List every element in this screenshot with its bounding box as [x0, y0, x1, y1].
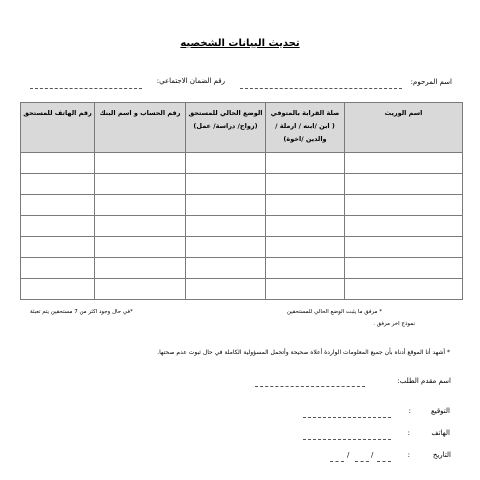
signature-label: التوقيع [431, 407, 450, 415]
table-cell[interactable] [21, 153, 95, 174]
table-cell[interactable] [95, 237, 186, 258]
deceased-name-field[interactable] [240, 88, 402, 89]
date-label: التاريخ [432, 451, 451, 459]
table-row [21, 258, 463, 279]
table-cell[interactable] [266, 153, 345, 174]
table-cell[interactable] [186, 153, 266, 174]
table-cell[interactable] [95, 174, 186, 195]
table-row [21, 216, 463, 237]
table-cell[interactable] [345, 216, 463, 237]
table-cell[interactable] [345, 279, 463, 300]
column-header: رقم الهاتف للمستحق [21, 103, 95, 153]
column-header: الوضع الحالي للمستحق (زواج/ دراسة/ عمل) [186, 103, 266, 153]
heirs-table [20, 102, 463, 300]
table-cell[interactable] [21, 174, 95, 195]
ssn-label: رقم الضمان الاجتماعي: [156, 77, 225, 85]
column-header: صلة القرابة بالمتوفي ( ابن /ابنه / ارملة / والدين /اخوة) [266, 103, 345, 153]
table-cell[interactable] [266, 258, 345, 279]
table-body [21, 153, 463, 300]
date-separator: / [371, 451, 374, 459]
table-cell[interactable] [21, 279, 95, 300]
ssn-field[interactable] [30, 88, 142, 89]
signature-colon: : [408, 407, 411, 415]
applicant-name-label: اسم مقدم الطلب: [397, 377, 451, 385]
table-cell[interactable] [95, 216, 186, 237]
table-cell[interactable] [95, 153, 186, 174]
table-cell[interactable] [345, 195, 463, 216]
date-day-field[interactable] [330, 461, 344, 462]
table-cell[interactable] [21, 237, 95, 258]
table-cell[interactable] [95, 258, 186, 279]
table-cell[interactable] [345, 174, 463, 195]
table-row [21, 279, 463, 300]
table-cell[interactable] [95, 195, 186, 216]
table-cell[interactable] [21, 195, 95, 216]
table-row [21, 174, 463, 195]
table-row [21, 237, 463, 258]
table-header-row [21, 103, 463, 153]
column-header: رقم الحساب و اسم البنك [95, 103, 186, 153]
attachment-note-continued: نموذج اخر مرفق . [373, 321, 415, 327]
phone-colon: : [407, 429, 410, 437]
table-cell[interactable] [345, 237, 463, 258]
table-row [21, 153, 463, 174]
column-header: اسم الوريث [345, 103, 463, 153]
signature-field[interactable] [303, 417, 391, 418]
table-cell[interactable] [266, 195, 345, 216]
applicant-name-field[interactable] [255, 386, 365, 387]
table-cell[interactable] [345, 258, 463, 279]
table-cell[interactable] [266, 237, 345, 258]
table-cell[interactable] [186, 237, 266, 258]
table-cell[interactable] [21, 258, 95, 279]
date-colon: : [407, 451, 410, 459]
form-title: تحديث البيانات الشخصيه [180, 38, 300, 49]
extra-heirs-note: *في حال وجود اكثر من 7 مستحقين يتم تعبئة [30, 309, 133, 315]
phone-field[interactable] [303, 439, 391, 440]
date-month-field[interactable] [355, 461, 369, 462]
table-cell[interactable] [186, 174, 266, 195]
deceased-name-label: اسم المرحوم: [410, 78, 452, 86]
date-year-field[interactable] [377, 461, 391, 462]
table-cell[interactable] [95, 279, 186, 300]
date-separator: / [347, 451, 350, 459]
attachment-note: * مرفق ما يثبت الوضع الحالي للمستحقين [286, 309, 382, 315]
table-cell[interactable] [345, 153, 463, 174]
table-cell[interactable] [186, 216, 266, 237]
table-cell[interactable] [186, 258, 266, 279]
table-cell[interactable] [186, 279, 266, 300]
table-cell[interactable] [266, 279, 345, 300]
table-cell[interactable] [21, 216, 95, 237]
table-cell[interactable] [266, 174, 345, 195]
table-cell[interactable] [186, 195, 266, 216]
declaration-text: * أشهد أنا الموقع أدناه بأن جميع المعلومات الواردة أعلاه صحيحة وأتحمل المسؤولية الكاملة في حال ثبوت عدم صحتها. [157, 349, 450, 356]
table-row [21, 195, 463, 216]
table-cell[interactable] [266, 216, 345, 237]
phone-label: الهاتف [431, 429, 450, 437]
